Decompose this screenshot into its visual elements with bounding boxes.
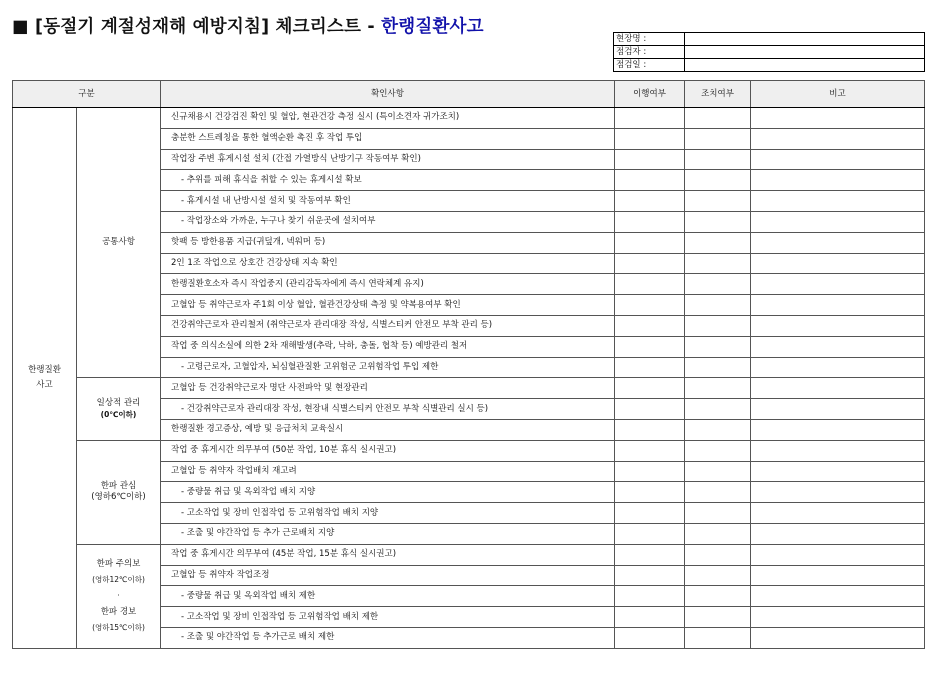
action-cell[interactable] bbox=[685, 274, 751, 295]
group-warning-line1: 한파 주의보 bbox=[96, 559, 141, 570]
header-done: 이행여부 bbox=[615, 81, 685, 108]
done-cell[interactable] bbox=[615, 440, 685, 461]
check-item: - 중량물 취급 및 옥외작업 배치 제한 bbox=[161, 586, 615, 607]
check-item: 충분한 스트레칭을 통한 혈액순환 촉진 후 작업 투입 bbox=[161, 128, 615, 149]
action-cell[interactable] bbox=[685, 378, 751, 399]
action-cell[interactable] bbox=[685, 211, 751, 232]
action-cell[interactable] bbox=[685, 191, 751, 212]
done-cell[interactable] bbox=[615, 523, 685, 544]
done-cell[interactable] bbox=[615, 357, 685, 378]
note-cell[interactable] bbox=[751, 565, 925, 586]
title-prefix: ■ [동절기 계절성재해 예방지침] 체크리스트 - bbox=[12, 17, 382, 37]
action-cell[interactable] bbox=[685, 544, 751, 565]
info-value-field[interactable] bbox=[685, 33, 925, 46]
done-cell[interactable] bbox=[615, 336, 685, 357]
checklist-table bbox=[12, 80, 925, 649]
page-title bbox=[12, 13, 484, 38]
done-cell[interactable] bbox=[615, 399, 685, 420]
done-cell[interactable] bbox=[615, 170, 685, 191]
checklist-row bbox=[13, 108, 925, 129]
note-cell[interactable] bbox=[751, 232, 925, 253]
check-item: 한랭질환 경고증상, 예방 및 응급처치 교육실시 bbox=[161, 419, 615, 440]
check-item: - 중량물 취급 및 옥외작업 배치 지양 bbox=[161, 482, 615, 503]
check-item: 고혈압 등 건강취약근로자 명단 사전파악 및 현장관리 bbox=[161, 378, 615, 399]
done-cell[interactable] bbox=[615, 607, 685, 628]
group-warning-line2: (영하12℃이하) bbox=[92, 575, 145, 585]
note-cell[interactable] bbox=[751, 440, 925, 461]
done-cell[interactable] bbox=[615, 295, 685, 316]
checklist-row bbox=[13, 440, 925, 461]
info-value-field[interactable] bbox=[685, 59, 925, 72]
action-cell[interactable] bbox=[685, 149, 751, 170]
done-cell[interactable] bbox=[615, 482, 685, 503]
category-line2: 사고 bbox=[36, 379, 53, 390]
group-normal-line2: (0℃이하) bbox=[100, 410, 137, 420]
inspection-info-table bbox=[613, 32, 925, 72]
info-row bbox=[614, 59, 925, 72]
note-cell[interactable] bbox=[751, 108, 925, 129]
done-cell[interactable] bbox=[615, 149, 685, 170]
check-item: 한랭질환호소자 즉시 작업중지 (관리감독자에게 즉시 연락체계 유지) bbox=[161, 274, 615, 295]
check-item: 작업 중 휴게시간 의무부여 (45분 작업, 15분 휴식 실시권고) bbox=[161, 544, 615, 565]
check-item: 작업 중 휴게시간 의무부여 (50분 작업, 10분 휴식 실시권고) bbox=[161, 440, 615, 461]
check-item: - 휴게시설 내 난방시설 설치 및 작동여부 확인 bbox=[161, 191, 615, 212]
group-common: 공통사항 bbox=[77, 108, 161, 378]
action-cell[interactable] bbox=[685, 482, 751, 503]
check-item: - 건강취약근로자 관리대장 작성, 현장내 식별스티커 안전모 부착 식별관리 실시 등) bbox=[161, 399, 615, 420]
done-cell[interactable] bbox=[615, 191, 685, 212]
action-cell[interactable] bbox=[685, 357, 751, 378]
action-cell[interactable] bbox=[685, 565, 751, 586]
check-item: - 고소작업 및 장비 인접작업 등 고위험작업 배치 제한 bbox=[161, 607, 615, 628]
action-cell[interactable] bbox=[685, 419, 751, 440]
info-label: 점검일 : bbox=[614, 59, 685, 72]
note-cell[interactable] bbox=[751, 128, 925, 149]
note-cell[interactable] bbox=[751, 461, 925, 482]
note-cell[interactable] bbox=[751, 170, 925, 191]
done-cell[interactable] bbox=[615, 232, 685, 253]
done-cell[interactable] bbox=[615, 503, 685, 524]
note-cell[interactable] bbox=[751, 544, 925, 565]
check-item: - 고령근로자, 고혈압자, 뇌심혈관질환 고위험군 고위험작업 투입 제한 bbox=[161, 357, 615, 378]
action-cell[interactable] bbox=[685, 523, 751, 544]
info-row bbox=[614, 33, 925, 46]
header-action: 조치여부 bbox=[685, 81, 751, 108]
check-item: - 고소작업 및 장비 인접작업 등 고위험작업 배치 지양 bbox=[161, 503, 615, 524]
done-cell[interactable] bbox=[615, 544, 685, 565]
note-cell[interactable] bbox=[751, 315, 925, 336]
group-watch bbox=[77, 440, 161, 544]
group-warning bbox=[77, 544, 161, 648]
header-row bbox=[13, 81, 925, 108]
info-value-field[interactable] bbox=[685, 46, 925, 59]
group-watch-line2: (영하6℃이하) bbox=[91, 492, 146, 503]
checklist-row bbox=[13, 378, 925, 399]
note-cell[interactable] bbox=[751, 586, 925, 607]
note-cell[interactable] bbox=[751, 378, 925, 399]
check-item: 신규채용시 건강검진 확인 및 혈압, 현관건강 측정 실시 (특이소견자 귀가조치) bbox=[161, 108, 615, 129]
note-cell[interactable] bbox=[751, 253, 925, 274]
check-item: 작업 중 의식소실에 의한 2차 재해발생(추락, 낙하, 충돌, 협착 등) 예방관리 철저 bbox=[161, 336, 615, 357]
done-cell[interactable] bbox=[615, 253, 685, 274]
done-cell[interactable] bbox=[615, 565, 685, 586]
group-warning-line5: (영하15℃이하) bbox=[92, 623, 145, 633]
action-cell[interactable] bbox=[685, 440, 751, 461]
done-cell[interactable] bbox=[615, 128, 685, 149]
action-cell[interactable] bbox=[685, 295, 751, 316]
info-row bbox=[614, 46, 925, 59]
done-cell[interactable] bbox=[615, 211, 685, 232]
category-line1: 한랭질환 bbox=[28, 364, 61, 375]
checklist-row bbox=[13, 544, 925, 565]
action-cell[interactable] bbox=[685, 232, 751, 253]
group-warning-line4: 한파 경보 bbox=[100, 607, 137, 618]
action-cell[interactable] bbox=[685, 627, 751, 648]
action-cell[interactable] bbox=[685, 607, 751, 628]
note-cell[interactable] bbox=[751, 482, 925, 503]
check-item: - 추위를 피해 휴식을 취할 수 있는 휴게시설 확보 bbox=[161, 170, 615, 191]
check-item: - 작업장소와 가까운, 누구나 찾기 쉬운곳에 설치여부 bbox=[161, 211, 615, 232]
check-item: - 조출 및 야간작업 등 추가 근로배치 지양 bbox=[161, 523, 615, 544]
title-highlight: 한랭질환사고 bbox=[381, 17, 484, 37]
action-cell[interactable] bbox=[685, 108, 751, 129]
group-watch-line1: 한파 관심 bbox=[100, 481, 137, 492]
header-note: 비고 bbox=[751, 81, 925, 108]
group-normal bbox=[77, 378, 161, 440]
check-item: 고혈압 등 취약근로자 주1회 이상 혈압, 혈관건강상태 측정 및 약복용여부 확인 bbox=[161, 295, 615, 316]
check-item: 건강취약근로자 관리철저 (취약근로자 관리대장 작성, 식별스티커 안전모 부착 관리 등) bbox=[161, 315, 615, 336]
check-item: 핫팩 등 방한용품 지급(귀덮개, 넥워머 등) bbox=[161, 232, 615, 253]
info-label: 현장명 : bbox=[614, 33, 685, 46]
note-cell[interactable] bbox=[751, 336, 925, 357]
check-item: 고혈압 등 취약자 작업배치 재고려 bbox=[161, 461, 615, 482]
done-cell[interactable] bbox=[615, 378, 685, 399]
category-cell bbox=[13, 108, 77, 649]
group-normal-line1: 일상적 관리 bbox=[96, 398, 141, 409]
action-cell[interactable] bbox=[685, 503, 751, 524]
note-cell[interactable] bbox=[751, 399, 925, 420]
done-cell[interactable] bbox=[615, 586, 685, 607]
done-cell[interactable] bbox=[615, 419, 685, 440]
note-cell[interactable] bbox=[751, 357, 925, 378]
check-item: 작업장 주변 휴게시설 설치 (간접 가열방식 난방기구 작동여부 확인) bbox=[161, 149, 615, 170]
action-cell[interactable] bbox=[685, 170, 751, 191]
action-cell[interactable] bbox=[685, 461, 751, 482]
header-check: 확인사항 bbox=[161, 81, 615, 108]
note-cell[interactable] bbox=[751, 607, 925, 628]
done-cell[interactable] bbox=[615, 274, 685, 295]
info-label: 점검자 : bbox=[614, 46, 685, 59]
action-cell[interactable] bbox=[685, 336, 751, 357]
note-cell[interactable] bbox=[751, 627, 925, 648]
done-cell[interactable] bbox=[615, 108, 685, 129]
note-cell[interactable] bbox=[751, 503, 925, 524]
note-cell[interactable] bbox=[751, 149, 925, 170]
done-cell[interactable] bbox=[615, 315, 685, 336]
action-cell[interactable] bbox=[685, 315, 751, 336]
note-cell[interactable] bbox=[751, 295, 925, 316]
note-cell[interactable] bbox=[751, 523, 925, 544]
note-cell[interactable] bbox=[751, 419, 925, 440]
action-cell[interactable] bbox=[685, 399, 751, 420]
check-item: 고혈압 등 취약자 작업조정 bbox=[161, 565, 615, 586]
done-cell[interactable] bbox=[615, 461, 685, 482]
check-item: 2인 1조 작업으로 상호간 건강상태 지속 확인 bbox=[161, 253, 615, 274]
header-category: 구분 bbox=[13, 81, 161, 108]
check-item: - 조출 및 야간작업 등 추가근로 배치 제한 bbox=[161, 627, 615, 648]
done-cell[interactable] bbox=[615, 627, 685, 648]
note-cell[interactable] bbox=[751, 191, 925, 212]
note-cell[interactable] bbox=[751, 274, 925, 295]
action-cell[interactable] bbox=[685, 128, 751, 149]
group-warning-line3: · bbox=[117, 591, 120, 601]
action-cell[interactable] bbox=[685, 253, 751, 274]
action-cell[interactable] bbox=[685, 586, 751, 607]
note-cell[interactable] bbox=[751, 211, 925, 232]
